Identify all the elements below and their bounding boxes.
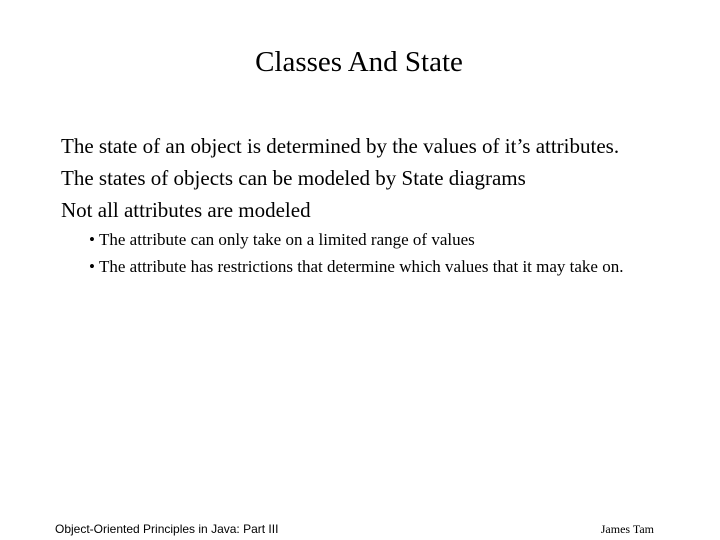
body-paragraph-state-diagrams: The states of objects can be modeled by State diagrams [61, 166, 526, 190]
sub-bullet-text: The attribute has restrictions that determine which values that it may take on. [99, 257, 624, 276]
body-paragraph-not-all-modeled: Not all attributes are modeled [61, 198, 311, 222]
sub-bullet-item [61, 253, 681, 280]
bullet-icon: • [89, 230, 95, 249]
bullet-icon: • [89, 257, 95, 276]
footer-course-title: Object-Oriented Principles in Java: Part III [55, 522, 279, 536]
slide-body [61, 130, 681, 280]
footer-author: James Tam [600, 522, 654, 536]
body-paragraph-state-definition: The state of an object is determined by the values of it’s attributes. [61, 134, 620, 158]
sub-bullet-text: The attribute can only take on a limited range of values [99, 230, 475, 249]
slide-title: Classes And State [255, 46, 463, 78]
sub-bullet-item [61, 226, 681, 253]
sub-bullet-list [61, 226, 681, 280]
